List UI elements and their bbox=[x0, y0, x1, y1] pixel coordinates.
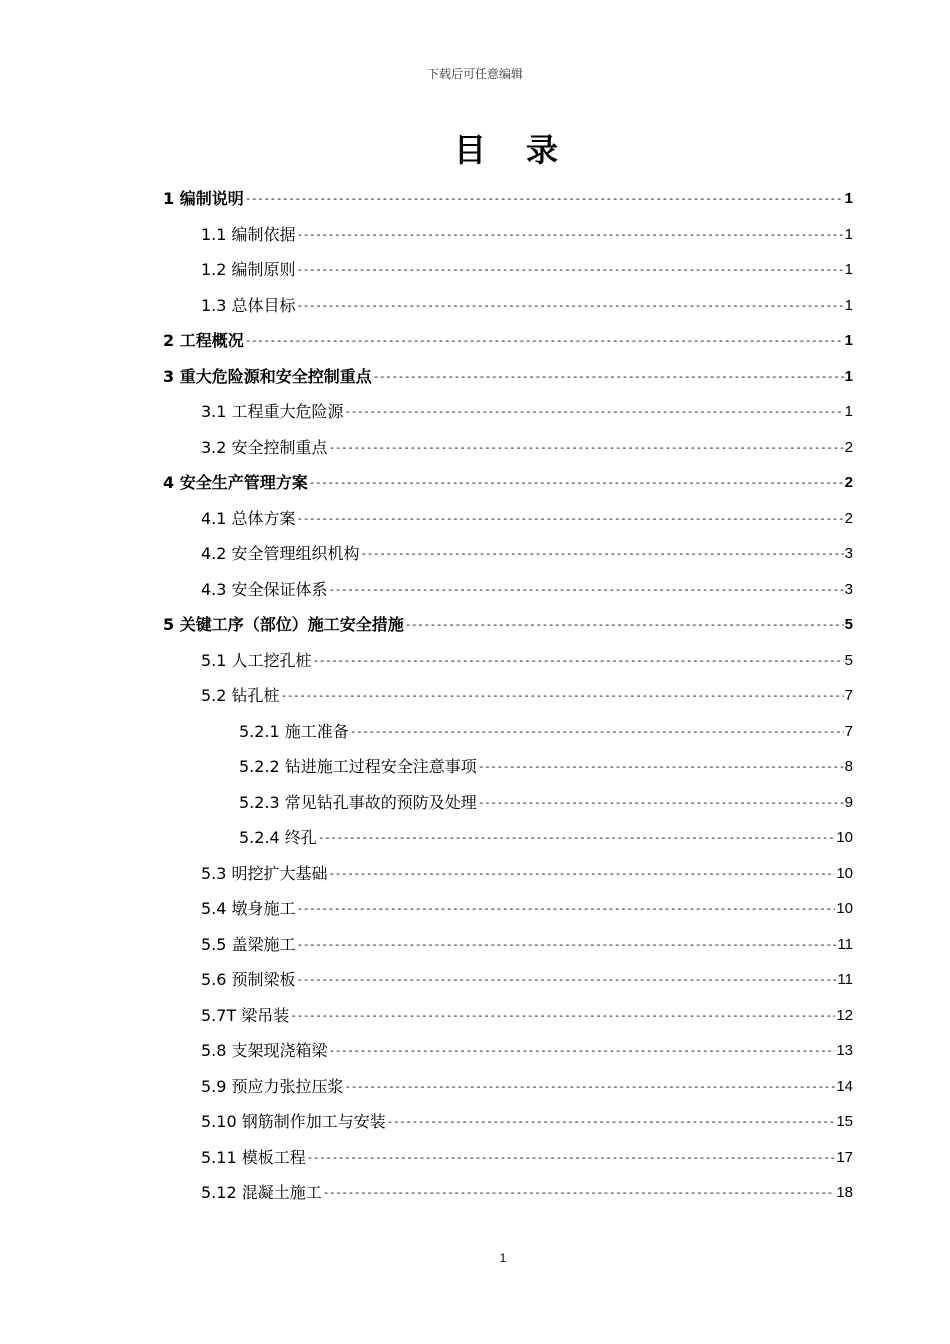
toc-leader-dashes bbox=[323, 1185, 836, 1201]
toc-entry-label: 5.7T 梁吊装 bbox=[201, 1005, 290, 1025]
toc-entry-page: 10 bbox=[836, 900, 853, 917]
toc-entry-label: 5.2.1 施工准备 bbox=[239, 721, 349, 741]
toc-entry-page: 1 bbox=[844, 332, 853, 349]
toc-entry-label: 5.2.2 钻进施工过程安全注意事项 bbox=[239, 757, 477, 776]
toc-entry-page: 1 bbox=[844, 261, 853, 278]
toc-entry-label: 5.2 钻孔桩 bbox=[201, 686, 280, 705]
toc-leader-dashes bbox=[329, 866, 836, 882]
toc-entry-label: 5.2.4 终孔 bbox=[239, 828, 317, 847]
toc-entry-page: 10 bbox=[836, 829, 853, 846]
toc-entry-page: 7 bbox=[844, 687, 853, 704]
toc-entry-label: 4.3 安全保证体系 bbox=[201, 579, 328, 599]
toc-entry[interactable] bbox=[201, 932, 853, 956]
toc-entry-label: 3.1 工程重大危险源 bbox=[201, 402, 344, 421]
toc-entry[interactable] bbox=[163, 364, 853, 388]
toc-entry[interactable] bbox=[201, 577, 853, 601]
toc-entry-label: 4.1 总体方案 bbox=[201, 508, 296, 528]
toc-entry-label: 1.1 编制依据 bbox=[201, 224, 296, 244]
toc-entry-label: 5.3 明挖扩大基础 bbox=[201, 863, 328, 883]
toc-leader-dashes bbox=[478, 759, 844, 775]
toc-entry-label: 3 重大危险源和安全控制重点 bbox=[163, 366, 372, 386]
toc-entry[interactable] bbox=[239, 790, 853, 814]
toc-leader-dashes bbox=[361, 546, 844, 562]
toc-entry-label: 5.5 盖梁施工 bbox=[201, 934, 296, 954]
toc-entry[interactable] bbox=[201, 435, 853, 459]
toc-leader-dashes bbox=[297, 262, 844, 278]
toc-entry-page: 1 bbox=[844, 367, 853, 385]
toc-leader-dashes bbox=[318, 830, 836, 846]
toc-entry-page: 7 bbox=[844, 722, 853, 740]
toc-entry-page: 12 bbox=[836, 1006, 853, 1024]
toc-leader-dashes bbox=[329, 1043, 836, 1059]
toc-entry[interactable] bbox=[163, 470, 853, 494]
toc-entry-page: 3 bbox=[844, 545, 853, 562]
toc-entry-page: 2 bbox=[844, 474, 853, 491]
toc-entry-page: 9 bbox=[844, 793, 853, 811]
toc-entry[interactable] bbox=[163, 186, 853, 210]
toc-leader-dashes bbox=[297, 227, 844, 243]
toc-entry[interactable] bbox=[201, 1074, 853, 1098]
toc-entry-page: 8 bbox=[844, 758, 853, 775]
toc-leader-dashes bbox=[245, 191, 844, 207]
toc-entry-label: 5.2.3 常见钻孔事故的预防及处理 bbox=[239, 792, 477, 812]
toc-leader-dashes bbox=[297, 901, 836, 917]
toc-entry-label: 5.9 预应力张拉压浆 bbox=[201, 1076, 344, 1096]
toc-entry-page: 3 bbox=[844, 580, 853, 598]
toc-entry[interactable] bbox=[201, 861, 853, 885]
toc-entry[interactable] bbox=[201, 1109, 853, 1133]
toc-entry-label: 5.12 混凝土施工 bbox=[201, 1183, 322, 1202]
toc-entry-page: 1 bbox=[844, 403, 853, 420]
toc-entry-label: 5.4 墩身施工 bbox=[201, 899, 296, 918]
toc-entry-label: 3.2 安全控制重点 bbox=[201, 437, 328, 457]
toc-entry-page: 2 bbox=[844, 438, 853, 456]
toc-entry-page: 17 bbox=[836, 1148, 853, 1166]
toc-leader-dashes bbox=[297, 298, 844, 314]
toc-entry[interactable] bbox=[239, 754, 853, 778]
toc-leader-dashes bbox=[290, 1008, 835, 1024]
toc-leader-dashes bbox=[350, 724, 844, 740]
toc-leader-dashes bbox=[478, 795, 844, 811]
toc-entry[interactable] bbox=[163, 612, 853, 636]
toc-entry-label: 5.6 预制梁板 bbox=[201, 970, 296, 989]
toc-leader-dashes bbox=[373, 369, 844, 385]
toc-leader-dashes bbox=[245, 333, 844, 349]
toc-leader-dashes bbox=[281, 688, 844, 704]
toc-entry[interactable] bbox=[201, 967, 853, 991]
toc-entry-label: 1 编制说明 bbox=[163, 189, 244, 208]
toc-entry[interactable] bbox=[201, 1145, 853, 1169]
toc-entry[interactable] bbox=[201, 1003, 853, 1027]
toc-entry-label: 5.11 模板工程 bbox=[201, 1147, 306, 1167]
toc-entry[interactable] bbox=[201, 896, 853, 920]
toc-entry[interactable] bbox=[201, 222, 853, 246]
toc-entry-page: 2 bbox=[844, 509, 853, 527]
toc-leader-dashes bbox=[329, 440, 844, 456]
toc-entry[interactable] bbox=[201, 1180, 853, 1204]
toc-entry-label: 2 工程概况 bbox=[163, 331, 244, 350]
toc-entry-label: 1.3 总体目标 bbox=[201, 295, 296, 315]
toc-leader-dashes bbox=[297, 937, 837, 953]
toc-entry-page: 14 bbox=[836, 1077, 853, 1095]
toc-entry[interactable] bbox=[201, 541, 853, 565]
toc-entry-label: 5.8 支架现浇箱梁 bbox=[201, 1041, 328, 1060]
toc-entry-label: 1.2 编制原则 bbox=[201, 260, 296, 279]
toc-entry-label: 4.2 安全管理组织机构 bbox=[201, 544, 360, 563]
toc-leader-dashes bbox=[387, 1114, 836, 1130]
toc-entry-page: 5 bbox=[844, 616, 853, 633]
toc-entry[interactable] bbox=[201, 648, 853, 672]
toc-entry-page: 11 bbox=[837, 935, 853, 953]
toc-leader-dashes bbox=[309, 475, 844, 491]
toc-entry-page: 1 bbox=[844, 296, 853, 314]
toc-entry[interactable] bbox=[201, 293, 853, 317]
toc-leader-dashes bbox=[307, 1150, 836, 1166]
toc-entry-page: 13 bbox=[836, 1042, 853, 1059]
toc-leader-dashes bbox=[345, 404, 844, 420]
toc-entry-label: 5 关键工序（部位）施工安全措施 bbox=[163, 615, 404, 634]
toc-leader-dashes bbox=[297, 972, 837, 988]
toc-entry[interactable] bbox=[201, 257, 853, 281]
toc-entry[interactable] bbox=[201, 683, 853, 707]
toc-entry[interactable] bbox=[239, 719, 853, 743]
toc-entry[interactable] bbox=[201, 399, 853, 423]
toc-leader-dashes bbox=[329, 582, 844, 598]
toc-entry[interactable] bbox=[239, 825, 853, 849]
toc-leader-dashes bbox=[297, 511, 844, 527]
toc-entry-page: 11 bbox=[837, 971, 853, 988]
toc-entry-page: 1 bbox=[844, 225, 853, 243]
toc-entry[interactable] bbox=[201, 1038, 853, 1062]
toc-leader-dashes bbox=[345, 1079, 836, 1095]
toc-entry-page: 1 bbox=[844, 190, 853, 207]
toc-entry-page: 18 bbox=[836, 1184, 853, 1201]
toc-entry-page: 15 bbox=[836, 1113, 853, 1130]
toc-entry[interactable] bbox=[163, 328, 853, 352]
header-note: 下载后可任意编辑 bbox=[426, 67, 523, 81]
toc-entry[interactable] bbox=[201, 506, 853, 530]
page-number: 1 bbox=[499, 1251, 507, 1265]
page-title: 目录 bbox=[453, 131, 598, 169]
toc-leader-dashes bbox=[405, 617, 844, 633]
toc-entry-label: 5.1 人工挖孔桩 bbox=[201, 650, 312, 670]
toc-entry-page: 5 bbox=[844, 651, 853, 669]
toc-leader-dashes bbox=[313, 653, 844, 669]
toc-entry-label: 4 安全生产管理方案 bbox=[163, 473, 308, 492]
toc-entry-label: 5.10 钢筋制作加工与安装 bbox=[201, 1112, 386, 1131]
toc-entry-page: 10 bbox=[836, 864, 853, 882]
